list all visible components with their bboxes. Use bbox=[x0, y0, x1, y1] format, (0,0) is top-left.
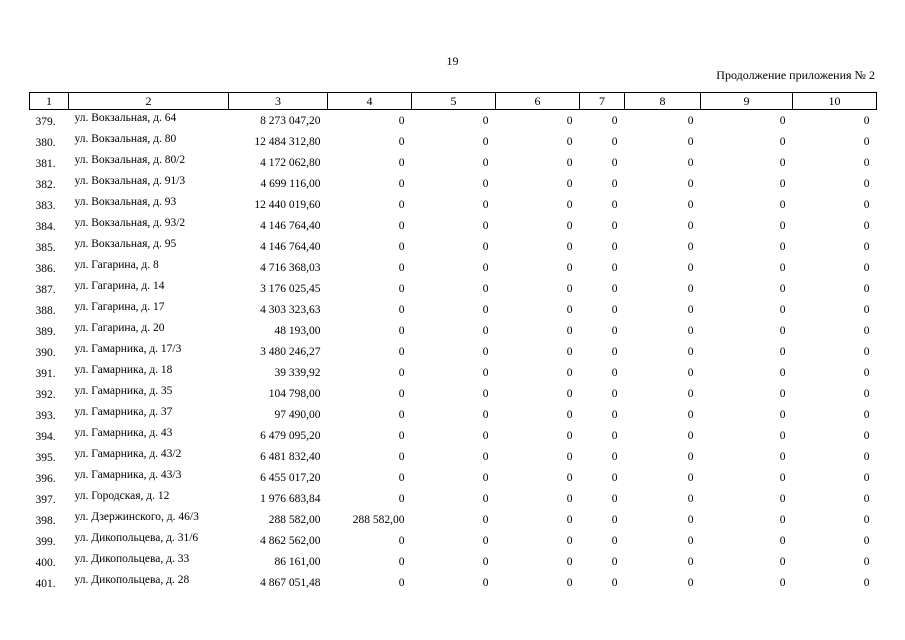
col-9-value: 0 bbox=[779, 577, 786, 589]
col-4-value: 0 bbox=[398, 451, 405, 463]
col-5-value: 0 bbox=[482, 451, 489, 463]
col-8-value: 0 bbox=[687, 220, 694, 232]
table-row bbox=[30, 215, 877, 236]
col-8-value: 0 bbox=[687, 157, 694, 169]
col-5-value: 0 bbox=[482, 556, 489, 568]
col-5-value: 0 bbox=[482, 262, 489, 274]
table-row bbox=[30, 551, 877, 572]
col-3-value: 104 798,00 bbox=[268, 388, 321, 400]
header-col-7: 7 bbox=[580, 93, 625, 110]
col-4-value: 0 bbox=[398, 535, 405, 547]
table-row bbox=[30, 278, 877, 299]
col-4-value: 0 bbox=[398, 262, 405, 274]
col-4-value: 0 bbox=[398, 346, 405, 358]
col-8-value: 0 bbox=[687, 283, 694, 295]
address-cell: ул. Гагарина, д. 14 bbox=[74, 280, 165, 292]
row-number: 381. bbox=[35, 158, 56, 170]
address-cell: ул. Вокзальная, д. 93 bbox=[74, 196, 177, 208]
col-3-value: 97 490,00 bbox=[274, 409, 321, 421]
col-6-value: 0 bbox=[566, 178, 573, 190]
row-number: 389. bbox=[35, 326, 56, 338]
address-cell: ул. Гагарина, д. 8 bbox=[74, 259, 159, 271]
col-3-value: 4 172 062,80 bbox=[260, 157, 321, 169]
row-number: 395. bbox=[35, 452, 56, 464]
col-4-value: 0 bbox=[398, 241, 405, 253]
col-3-value: 4 699 116,00 bbox=[260, 178, 321, 190]
col-4-value: 0 bbox=[398, 493, 405, 505]
row-number: 388. bbox=[35, 305, 56, 317]
address-cell: ул. Дикопольцева, д. 33 bbox=[74, 553, 190, 565]
col-4-value: 0 bbox=[398, 388, 405, 400]
col-3-value: 4 716 368,03 bbox=[260, 262, 321, 274]
data-table bbox=[29, 92, 877, 593]
col-4-value: 0 bbox=[398, 325, 405, 337]
col-9-value: 0 bbox=[779, 178, 786, 190]
col-10-value: 0 bbox=[863, 388, 870, 400]
col-7-value: 0 bbox=[611, 262, 618, 274]
col-3-value: 12 484 312,80 bbox=[254, 136, 321, 148]
col-8-value: 0 bbox=[687, 115, 694, 127]
col-10-value: 0 bbox=[863, 304, 870, 316]
col-9-value: 0 bbox=[779, 388, 786, 400]
col-9-value: 0 bbox=[779, 535, 786, 547]
table-row bbox=[30, 530, 877, 551]
col-8-value: 0 bbox=[687, 136, 694, 148]
address-cell: ул. Гамарника, д. 17/3 bbox=[74, 343, 182, 355]
col-7-value: 0 bbox=[611, 430, 618, 442]
col-3-value: 6 481 832,40 bbox=[260, 451, 321, 463]
header-col-9: 9 bbox=[701, 93, 793, 110]
row-number: 393. bbox=[35, 410, 56, 422]
col-10-value: 0 bbox=[863, 493, 870, 505]
table-row bbox=[30, 110, 877, 132]
table-row bbox=[30, 152, 877, 173]
col-10-value: 0 bbox=[863, 262, 870, 274]
col-8-value: 0 bbox=[687, 409, 694, 421]
appendix-continuation-title: Продолжение приложения № 2 bbox=[716, 68, 875, 82]
table-row bbox=[30, 257, 877, 278]
header-row bbox=[30, 93, 877, 110]
col-6-value: 0 bbox=[566, 535, 573, 547]
col-6-value: 0 bbox=[566, 199, 573, 211]
col-9-value: 0 bbox=[779, 325, 786, 337]
address-cell: ул. Городская, д. 12 bbox=[74, 490, 170, 502]
col-8-value: 0 bbox=[687, 199, 694, 211]
table-row bbox=[30, 194, 877, 215]
row-number: 379. bbox=[35, 116, 56, 128]
col-10-value: 0 bbox=[863, 199, 870, 211]
address-cell: ул. Вокзальная, д. 80 bbox=[74, 133, 177, 145]
col-7-value: 0 bbox=[611, 241, 618, 253]
table-row bbox=[30, 404, 877, 425]
col-7-value: 0 bbox=[611, 367, 618, 379]
col-8-value: 0 bbox=[687, 577, 694, 589]
col-8-value: 0 bbox=[687, 325, 694, 337]
row-number: 394. bbox=[35, 431, 56, 443]
col-3-value: 6 479 095,20 bbox=[260, 430, 321, 442]
col-10-value: 0 bbox=[863, 346, 870, 358]
row-number: 391. bbox=[35, 368, 56, 380]
col-7-value: 0 bbox=[611, 472, 618, 484]
address-cell: ул. Вокзальная, д. 95 bbox=[74, 238, 177, 250]
col-6-value: 0 bbox=[566, 136, 573, 148]
col-8-value: 0 bbox=[687, 451, 694, 463]
col-7-value: 0 bbox=[611, 535, 618, 547]
col-7-value: 0 bbox=[611, 136, 618, 148]
table-row bbox=[30, 509, 877, 530]
col-7-value: 0 bbox=[611, 514, 618, 526]
col-5-value: 0 bbox=[482, 241, 489, 253]
col-5-value: 0 bbox=[482, 115, 489, 127]
address-cell: ул. Вокзальная, д. 91/3 bbox=[74, 175, 186, 187]
col-10-value: 0 bbox=[863, 556, 870, 568]
col-10-value: 0 bbox=[863, 115, 870, 127]
col-4-value: 0 bbox=[398, 430, 405, 442]
col-4-value: 0 bbox=[398, 556, 405, 568]
table-row bbox=[30, 341, 877, 362]
col-6-value: 0 bbox=[566, 409, 573, 421]
col-10-value: 0 bbox=[863, 430, 870, 442]
col-7-value: 0 bbox=[611, 493, 618, 505]
col-6-value: 0 bbox=[566, 325, 573, 337]
col-3-value: 48 193,00 bbox=[274, 325, 321, 337]
col-5-value: 0 bbox=[482, 220, 489, 232]
col-8-value: 0 bbox=[687, 556, 694, 568]
table-header bbox=[30, 93, 877, 110]
address-cell: ул. Дикопольцева, д. 28 bbox=[74, 574, 190, 586]
address-cell: ул. Вокзальная, д. 64 bbox=[74, 112, 177, 124]
col-8-value: 0 bbox=[687, 535, 694, 547]
col-10-value: 0 bbox=[863, 178, 870, 190]
col-5-value: 0 bbox=[482, 304, 489, 316]
col-8-value: 0 bbox=[687, 178, 694, 190]
header-col-5: 5 bbox=[412, 93, 496, 110]
col-10-value: 0 bbox=[863, 241, 870, 253]
col-6-value: 0 bbox=[566, 346, 573, 358]
col-10-value: 0 bbox=[863, 283, 870, 295]
col-9-value: 0 bbox=[779, 304, 786, 316]
col-5-value: 0 bbox=[482, 472, 489, 484]
address-cell: ул. Гамарника, д. 43 bbox=[74, 427, 173, 439]
col-10-value: 0 bbox=[863, 325, 870, 337]
col-4-value: 0 bbox=[398, 199, 405, 211]
col-4-value: 0 bbox=[398, 367, 405, 379]
address-cell: ул. Гамарника, д. 35 bbox=[74, 385, 173, 397]
col-4-value: 288 582,00 bbox=[352, 514, 405, 526]
table-row bbox=[30, 488, 877, 509]
col-9-value: 0 bbox=[779, 472, 786, 484]
col-6-value: 0 bbox=[566, 388, 573, 400]
col-8-value: 0 bbox=[687, 367, 694, 379]
col-7-value: 0 bbox=[611, 577, 618, 589]
col-6-value: 0 bbox=[566, 556, 573, 568]
col-4-value: 0 bbox=[398, 136, 405, 148]
row-number: 387. bbox=[35, 284, 56, 296]
col-6-value: 0 bbox=[566, 241, 573, 253]
col-10-value: 0 bbox=[863, 367, 870, 379]
col-3-value: 8 273 047,20 bbox=[260, 115, 321, 127]
col-9-value: 0 bbox=[779, 283, 786, 295]
col-5-value: 0 bbox=[482, 178, 489, 190]
col-8-value: 0 bbox=[687, 472, 694, 484]
table-row bbox=[30, 383, 877, 404]
col-3-value: 4 862 562,00 bbox=[260, 535, 321, 547]
address-cell: ул. Гамарника, д. 18 bbox=[74, 364, 173, 376]
header-col-10: 10 bbox=[793, 93, 877, 110]
col-3-value: 288 582,00 bbox=[268, 514, 321, 526]
col-4-value: 0 bbox=[398, 409, 405, 421]
col-10-value: 0 bbox=[863, 535, 870, 547]
col-5-value: 0 bbox=[482, 199, 489, 211]
row-number: 384. bbox=[35, 221, 56, 233]
col-6-value: 0 bbox=[566, 472, 573, 484]
col-3-value: 6 455 017,20 bbox=[260, 472, 321, 484]
row-number: 380. bbox=[35, 137, 56, 149]
col-3-value: 4 146 764,40 bbox=[260, 220, 321, 232]
col-6-value: 0 bbox=[566, 262, 573, 274]
table-row bbox=[30, 299, 877, 320]
col-5-value: 0 bbox=[482, 493, 489, 505]
col-9-value: 0 bbox=[779, 514, 786, 526]
col-7-value: 0 bbox=[611, 556, 618, 568]
header-col-3: 3 bbox=[229, 93, 328, 110]
col-9-value: 0 bbox=[779, 262, 786, 274]
col-3-value: 4 303 323,63 bbox=[260, 304, 321, 316]
page-number: 19 bbox=[446, 54, 459, 68]
address-cell: ул. Гагарина, д. 20 bbox=[74, 322, 165, 334]
col-7-value: 0 bbox=[611, 199, 618, 211]
col-4-value: 0 bbox=[398, 220, 405, 232]
col-9-value: 0 bbox=[779, 199, 786, 211]
col-4-value: 0 bbox=[398, 472, 405, 484]
col-10-value: 0 bbox=[863, 220, 870, 232]
col-8-value: 0 bbox=[687, 388, 694, 400]
col-6-value: 0 bbox=[566, 451, 573, 463]
col-5-value: 0 bbox=[482, 325, 489, 337]
col-10-value: 0 bbox=[863, 514, 870, 526]
col-4-value: 0 bbox=[398, 178, 405, 190]
col-3-value: 86 161,00 bbox=[274, 556, 321, 568]
col-8-value: 0 bbox=[687, 304, 694, 316]
table-row bbox=[30, 446, 877, 467]
col-7-value: 0 bbox=[611, 346, 618, 358]
header-col-8: 8 bbox=[625, 93, 701, 110]
col-4-value: 0 bbox=[398, 115, 405, 127]
row-number: 383. bbox=[35, 200, 56, 212]
col-6-value: 0 bbox=[566, 430, 573, 442]
col-5-value: 0 bbox=[482, 430, 489, 442]
table-row bbox=[30, 362, 877, 383]
col-3-value: 1 976 683,84 bbox=[260, 493, 321, 505]
col-4-value: 0 bbox=[398, 283, 405, 295]
col-5-value: 0 bbox=[482, 535, 489, 547]
col-3-value: 12 440 019,60 bbox=[254, 199, 321, 211]
col-7-value: 0 bbox=[611, 409, 618, 421]
address-cell: ул. Дикопольцева, д. 31/6 bbox=[74, 532, 199, 544]
col-3-value: 4 867 051,48 bbox=[260, 577, 321, 589]
col-9-value: 0 bbox=[779, 430, 786, 442]
col-5-value: 0 bbox=[482, 367, 489, 379]
table-row bbox=[30, 467, 877, 488]
table-row bbox=[30, 425, 877, 446]
table-row bbox=[30, 131, 877, 152]
col-6-value: 0 bbox=[566, 514, 573, 526]
col-5-value: 0 bbox=[482, 157, 489, 169]
col-5-value: 0 bbox=[482, 388, 489, 400]
col-3-value: 39 339,92 bbox=[274, 367, 321, 379]
col-5-value: 0 bbox=[482, 409, 489, 421]
col-8-value: 0 bbox=[687, 430, 694, 442]
col-10-value: 0 bbox=[863, 409, 870, 421]
address-cell: ул. Вокзальная, д. 93/2 bbox=[74, 217, 186, 229]
col-9-value: 0 bbox=[779, 451, 786, 463]
col-6-value: 0 bbox=[566, 283, 573, 295]
col-4-value: 0 bbox=[398, 304, 405, 316]
col-6-value: 0 bbox=[566, 493, 573, 505]
row-number: 382. bbox=[35, 179, 56, 191]
col-9-value: 0 bbox=[779, 409, 786, 421]
table-row bbox=[30, 572, 877, 593]
address-cell: ул. Гагарина, д. 17 bbox=[74, 301, 165, 313]
col-7-value: 0 bbox=[611, 283, 618, 295]
table-body bbox=[30, 110, 877, 594]
col-7-value: 0 bbox=[611, 115, 618, 127]
col-6-value: 0 bbox=[566, 367, 573, 379]
col-7-value: 0 bbox=[611, 388, 618, 400]
col-8-value: 0 bbox=[687, 262, 694, 274]
col-8-value: 0 bbox=[687, 241, 694, 253]
col-7-value: 0 bbox=[611, 157, 618, 169]
table-row bbox=[30, 320, 877, 341]
col-10-value: 0 bbox=[863, 157, 870, 169]
col-5-value: 0 bbox=[482, 514, 489, 526]
col-5-value: 0 bbox=[482, 577, 489, 589]
address-cell: ул. Вокзальная, д. 80/2 bbox=[74, 154, 186, 166]
table-row bbox=[30, 236, 877, 257]
col-10-value: 0 bbox=[863, 136, 870, 148]
row-number: 386. bbox=[35, 263, 56, 275]
header-col-1: 1 bbox=[30, 93, 69, 110]
col-6-value: 0 bbox=[566, 577, 573, 589]
col-10-value: 0 bbox=[863, 472, 870, 484]
col-4-value: 0 bbox=[398, 577, 405, 589]
col-5-value: 0 bbox=[482, 283, 489, 295]
header-col-4: 4 bbox=[328, 93, 412, 110]
col-6-value: 0 bbox=[566, 157, 573, 169]
col-7-value: 0 bbox=[611, 325, 618, 337]
row-number: 400. bbox=[35, 557, 56, 569]
row-number: 385. bbox=[35, 242, 56, 254]
col-3-value: 3 480 246,27 bbox=[260, 346, 321, 358]
col-6-value: 0 bbox=[566, 304, 573, 316]
col-7-value: 0 bbox=[611, 451, 618, 463]
col-7-value: 0 bbox=[611, 304, 618, 316]
table-row bbox=[30, 173, 877, 194]
address-cell: ул. Гамарника, д. 43/2 bbox=[74, 448, 182, 460]
col-5-value: 0 bbox=[482, 346, 489, 358]
row-number: 396. bbox=[35, 473, 56, 485]
row-number: 392. bbox=[35, 389, 56, 401]
col-10-value: 0 bbox=[863, 451, 870, 463]
row-number: 401. bbox=[35, 578, 56, 590]
col-3-value: 3 176 025,45 bbox=[260, 283, 321, 295]
col-8-value: 0 bbox=[687, 514, 694, 526]
col-6-value: 0 bbox=[566, 220, 573, 232]
col-9-value: 0 bbox=[779, 157, 786, 169]
col-9-value: 0 bbox=[779, 493, 786, 505]
col-7-value: 0 bbox=[611, 220, 618, 232]
row-number: 399. bbox=[35, 536, 56, 548]
col-4-value: 0 bbox=[398, 157, 405, 169]
col-6-value: 0 bbox=[566, 115, 573, 127]
col-9-value: 0 bbox=[779, 241, 786, 253]
col-8-value: 0 bbox=[687, 346, 694, 358]
col-9-value: 0 bbox=[779, 367, 786, 379]
row-number: 397. bbox=[35, 494, 56, 506]
col-3-value: 4 146 764,40 bbox=[260, 241, 321, 253]
row-number: 398. bbox=[35, 515, 56, 527]
col-9-value: 0 bbox=[779, 346, 786, 358]
col-8-value: 0 bbox=[687, 493, 694, 505]
col-7-value: 0 bbox=[611, 178, 618, 190]
col-9-value: 0 bbox=[779, 136, 786, 148]
address-cell: ул. Дзержинского, д. 46/3 bbox=[74, 511, 199, 523]
header-col-2: 2 bbox=[69, 93, 229, 110]
row-number: 390. bbox=[35, 347, 56, 359]
address-cell: ул. Гамарника, д. 37 bbox=[74, 406, 173, 418]
col-9-value: 0 bbox=[779, 115, 786, 127]
col-10-value: 0 bbox=[863, 577, 870, 589]
col-5-value: 0 bbox=[482, 136, 489, 148]
address-cell: ул. Гамарника, д. 43/3 bbox=[74, 469, 182, 481]
col-9-value: 0 bbox=[779, 556, 786, 568]
col-9-value: 0 bbox=[779, 220, 786, 232]
header-col-6: 6 bbox=[496, 93, 580, 110]
